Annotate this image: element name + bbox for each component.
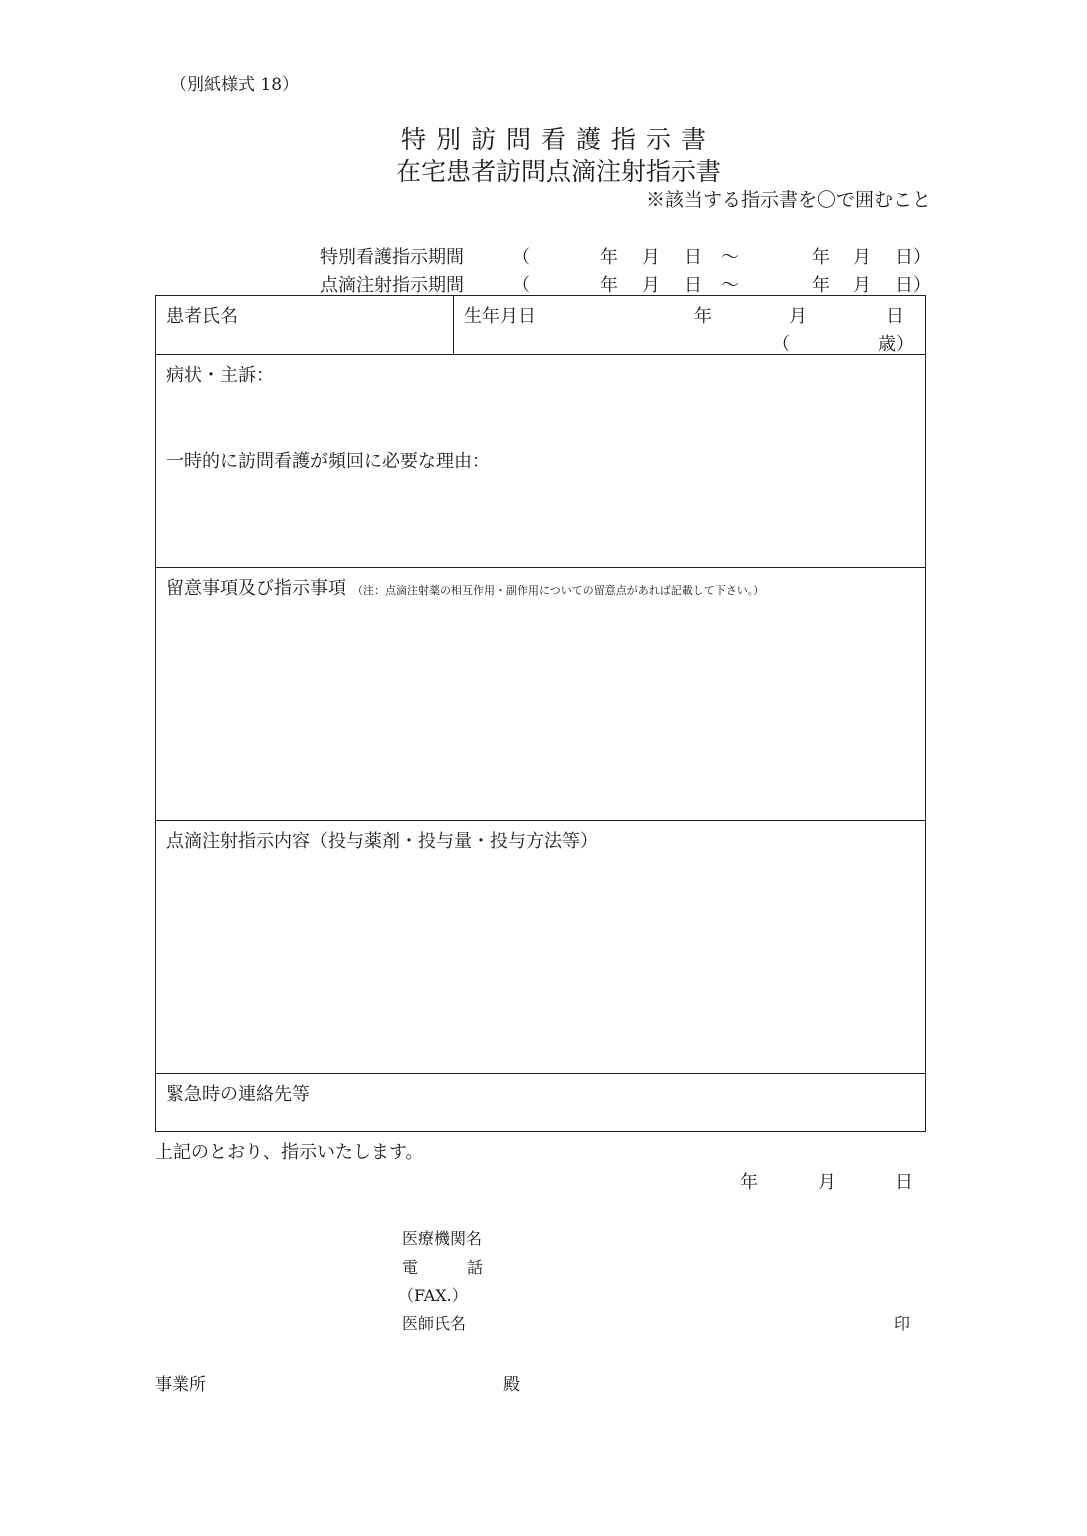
doctor-name-label: 医師氏名 — [402, 1314, 467, 1333]
patient-name-cell[interactable] — [156, 296, 454, 355]
phone-label-char2: 話 — [467, 1258, 484, 1277]
notes-label-text: 留意事項及び指示事項 — [166, 578, 346, 599]
seal-mark: 印 — [894, 1314, 911, 1333]
circle-instruction-note: ※該当する指示書を〇で囲むこと — [645, 189, 931, 211]
emergency-contact-cell[interactable] — [156, 1074, 926, 1132]
title-drip-injection: 在宅患者訪問点滴注射指示書 — [395, 157, 721, 186]
birth-year: 年 — [694, 306, 712, 327]
phone-label-char1: 電 — [402, 1258, 419, 1277]
birth-day: 日 — [886, 306, 904, 327]
birthdate-label: 生年月日 — [464, 306, 536, 327]
period-end-month[interactable]: 月 — [853, 247, 871, 268]
notes-label — [166, 574, 764, 600]
form-reference: （別紙様式 18） — [170, 75, 300, 95]
period-label: 特別看護指示期間 — [320, 247, 464, 268]
issue-date-day[interactable]: 日 — [895, 1172, 913, 1193]
period-end-day[interactable]: 日） — [895, 247, 931, 268]
condition-cell[interactable] — [156, 355, 926, 568]
office-label: 事業所 — [155, 1375, 206, 1395]
age-unit: 歳） — [878, 334, 914, 355]
drip-content-cell[interactable] — [156, 821, 926, 1074]
period-start-day[interactable]: 日 — [684, 275, 702, 296]
period-label: 点滴注射指示期間 — [320, 275, 464, 296]
drip-content-label: 点滴注射指示内容（投与薬剤・投与量・投与方法等） — [166, 831, 598, 852]
notes-sub-note: （注：点滴注射薬の相互作用・副作用についての留意点があれば記載して下さい。） — [352, 584, 765, 597]
issue-date-month[interactable]: 月 — [818, 1172, 836, 1193]
period-start-month[interactable]: 月 — [642, 275, 660, 296]
reason-label: 一時的に訪問看護が頻回に必要な理由： — [166, 451, 490, 472]
period-open-paren: （ — [512, 275, 530, 296]
period-end-month[interactable]: 月 — [853, 275, 871, 296]
birthdate-cell[interactable] — [454, 296, 926, 355]
period-end-year[interactable]: 年 — [812, 275, 830, 296]
instruction-form-table — [155, 295, 926, 1132]
period-tilde: ～ — [721, 247, 739, 268]
honorific-dono: 殿 — [503, 1375, 520, 1395]
notes-cell[interactable] — [156, 568, 926, 821]
period-start-day[interactable]: 日 — [684, 247, 702, 268]
institution-name-label: 医療機関名 — [402, 1229, 483, 1248]
condition-label: 病状・主訴： — [166, 365, 274, 386]
period-end-day[interactable]: 日） — [895, 275, 931, 296]
title-special-nursing: 特別訪問看護指示書 — [400, 125, 716, 154]
emergency-contact-label: 緊急時の連絡先等 — [166, 1084, 310, 1105]
period-tilde: ～ — [721, 275, 739, 296]
birth-month: 月 — [789, 306, 807, 327]
period-end-year[interactable]: 年 — [812, 247, 830, 268]
issue-date-year[interactable]: 年 — [740, 1172, 758, 1193]
fax-label: （FAX.） — [398, 1286, 468, 1305]
period-start-year[interactable]: 年 — [600, 247, 618, 268]
closing-statement: 上記のとおり、指示いたします。 — [155, 1142, 424, 1163]
age-open-paren: （ — [772, 334, 790, 355]
period-open-paren: （ — [512, 247, 530, 268]
period-start-year[interactable]: 年 — [600, 275, 618, 296]
period-start-month[interactable]: 月 — [642, 247, 660, 268]
patient-name-label: 患者氏名 — [166, 306, 238, 327]
